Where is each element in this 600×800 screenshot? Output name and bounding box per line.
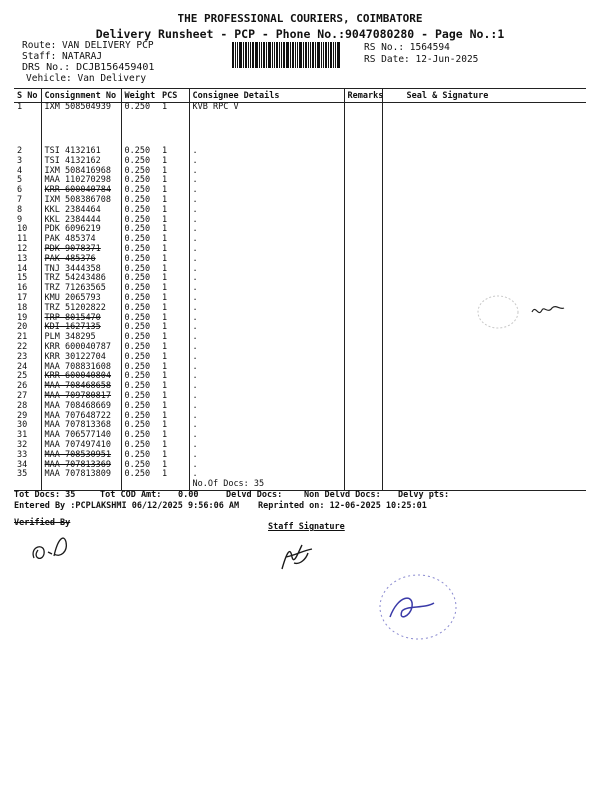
row-consignment-no: TRP 8015470 — [41, 314, 121, 324]
row-pcs: 1 — [162, 146, 168, 156]
row-sno: 3 — [17, 155, 23, 166]
row-pcs: 1 — [162, 449, 168, 460]
row-remarks — [344, 245, 382, 255]
table-cell — [41, 480, 121, 490]
row-remarks — [344, 225, 382, 235]
row-weight: 0.250 — [121, 157, 159, 167]
row-consignee-details: . — [189, 206, 344, 216]
row-seal-signature — [382, 382, 586, 392]
row-weight: 0.250 — [121, 412, 159, 422]
row-weight: 0.250 — [121, 421, 159, 431]
row-pcs: 1 — [162, 410, 168, 421]
row-consignment-no: TSI 4132161 — [41, 147, 121, 157]
table-cell — [14, 480, 41, 490]
row-consignment-no: MAA 110270298 — [41, 176, 121, 186]
row-pcs: 1 — [162, 302, 168, 313]
row-weight: 0.250 — [121, 206, 159, 216]
row-weight: 0.250 — [121, 186, 159, 196]
row-pcs: 1 — [162, 243, 168, 254]
row-pcs: 1 — [162, 361, 168, 372]
row-seal-signature — [382, 167, 586, 177]
row-sno: 7 — [17, 194, 23, 205]
row-seal-signature — [382, 157, 586, 167]
row-consignee-details: . — [189, 167, 344, 177]
table-row — [14, 245, 586, 255]
row-consignee-details: . — [189, 284, 344, 294]
row-pcs: 1 — [162, 439, 168, 450]
row-seal-signature — [382, 147, 586, 157]
row-seal-signature — [382, 265, 586, 275]
row-pcs: 1 — [162, 175, 168, 186]
row-pcs: 1 — [162, 253, 168, 264]
row-consignment-no: MAA 709780817 — [41, 392, 121, 402]
row-consignment-no: TRZ 54243486 — [41, 274, 121, 284]
row-consignment-no: KKL 2384444 — [41, 216, 121, 226]
row-seal-signature — [382, 461, 586, 471]
row-remarks — [344, 167, 382, 177]
table-header-row — [14, 89, 586, 103]
row-weight: 0.250 — [121, 196, 159, 206]
row-seal-signature — [382, 176, 586, 186]
row-consignment-no: PAK 485376 — [41, 255, 121, 265]
row-weight: 0.250 — [121, 294, 159, 304]
row-weight: 0.250 — [121, 274, 159, 284]
row-seal-signature — [382, 392, 586, 402]
seal-stamp-image — [470, 290, 570, 335]
row-sno: 5 — [17, 175, 23, 186]
row-consignee-details: KVB RPC V — [189, 103, 344, 148]
row-sno: 25 — [17, 371, 28, 382]
row-pcs: 1 — [162, 204, 168, 215]
row-remarks — [344, 284, 382, 294]
col-sno: S No — [14, 89, 41, 103]
tot-docs: Tot Docs: 35 — [14, 490, 76, 500]
rs-number: RS No.: 1564594 — [364, 42, 450, 53]
row-consignment-no: IXM 508416968 — [41, 167, 121, 177]
row-seal-signature — [382, 255, 586, 265]
row-consignee-details: . — [189, 235, 344, 245]
verifier-signature-image — [24, 528, 84, 568]
row-consignment-no: MAA 708530951 — [41, 451, 121, 461]
row-pcs: 1 — [162, 390, 168, 401]
row-pcs: 1 — [162, 283, 168, 294]
row-pcs: 1 — [162, 194, 168, 205]
row-consignee-details: . — [189, 451, 344, 461]
row-remarks — [344, 265, 382, 275]
row-sno: 18 — [17, 302, 28, 313]
row-consignee-details: . — [189, 323, 344, 333]
row-remarks — [344, 206, 382, 216]
row-weight: 0.250 — [121, 470, 159, 480]
vehicle-label: Vehicle: Van Delivery — [26, 73, 147, 84]
row-remarks — [344, 157, 382, 167]
row-pcs: 1 — [162, 155, 168, 166]
row-weight: 0.250 — [121, 265, 159, 275]
row-consignment-no: KKL 2384464 — [41, 206, 121, 216]
row-pcs: 1 — [162, 420, 168, 431]
row-pcs: 1 — [162, 165, 168, 176]
row-consignment-no: MAA 708831608 — [41, 363, 121, 373]
row-sno: 22 — [17, 341, 28, 352]
rs-date: RS Date: 12-Jun-2025 — [364, 54, 479, 65]
row-remarks — [344, 196, 382, 206]
row-consignment-no: IXM 508386708 — [41, 196, 121, 206]
row-pcs: 1 — [162, 469, 168, 480]
row-pcs: 1 — [162, 312, 168, 323]
row-seal-signature — [382, 412, 586, 422]
row-weight: 0.250 — [121, 372, 159, 382]
row-remarks — [344, 255, 382, 265]
row-remarks — [344, 461, 382, 471]
row-seal-signature — [382, 441, 586, 451]
row-remarks — [344, 392, 382, 402]
row-consignee-details: . — [189, 470, 344, 480]
row-seal-signature — [382, 245, 586, 255]
row-sno: 34 — [17, 459, 28, 470]
row-seal-signature — [382, 216, 586, 226]
row-consignee-details: . — [189, 412, 344, 422]
row-weight: 0.250 — [121, 441, 159, 451]
row-sno: 33 — [17, 449, 28, 460]
row-pcs: 1 — [162, 273, 168, 284]
row-weight: 0.250 — [121, 314, 159, 324]
row-sno: 1 — [17, 102, 23, 112]
row-seal-signature — [382, 470, 586, 480]
row-consignment-no: PLM 348295 — [41, 333, 121, 343]
row-weight: 0.250 — [121, 167, 159, 177]
row-seal-signature — [382, 225, 586, 235]
row-sno: 12 — [17, 243, 28, 254]
staff-label: Staff: NATARAJ — [22, 51, 103, 62]
row-weight: 0.250 — [121, 353, 159, 363]
row-consignment-no: KMU 2065793 — [41, 294, 121, 304]
row-sno: 28 — [17, 400, 28, 411]
row-pcs: 1 — [162, 351, 168, 362]
row-remarks — [344, 441, 382, 451]
row-sno: 24 — [17, 361, 28, 372]
row-weight: 0.250 — [121, 431, 159, 441]
row-consignment-no: KRR 600040787 — [41, 343, 121, 353]
row-sno: 32 — [17, 439, 28, 450]
row-seal-signature — [382, 431, 586, 441]
row-remarks — [344, 412, 382, 422]
row-pcs: 1 — [162, 322, 168, 333]
row-weight: 0.250 — [121, 402, 159, 412]
row-sno: 31 — [17, 430, 28, 441]
col-consignment: Consignment No — [41, 89, 121, 103]
row-weight: 0.250 — [121, 176, 159, 186]
row-consignment-no: KRR 30122704 — [41, 353, 121, 363]
row-remarks — [344, 235, 382, 245]
row-consignment-no: MAA 706577140 — [41, 431, 121, 441]
row-consignment-no: PAK 485374 — [41, 235, 121, 245]
row-weight: 0.250 — [121, 461, 159, 471]
row-pcs: 1 — [162, 459, 168, 470]
row-consignment-no: MAA 707813809 — [41, 470, 121, 480]
row-consignee-details: . — [189, 225, 344, 235]
col-remarks: Remarks — [344, 89, 382, 103]
row-weight: 0.250 — [121, 284, 159, 294]
row-consignee-details: . — [189, 265, 344, 275]
row-remarks — [344, 186, 382, 196]
row-weight: 0.250 — [121, 382, 159, 392]
row-consignee-details: . — [189, 421, 344, 431]
row-weight: 0.250 — [121, 147, 159, 157]
row-seal-signature — [382, 353, 586, 363]
row-sno: 4 — [17, 165, 23, 176]
row-weight: 0.250 — [121, 216, 159, 226]
drs-number: DRS No.: DCJB156459401 — [22, 62, 155, 73]
row-sno: 9 — [17, 214, 23, 225]
row-consignment-no: MAA 707813368 — [41, 421, 121, 431]
row-consignment-no: IXM 508504939 — [41, 103, 121, 148]
row-consignee-details: . — [189, 216, 344, 226]
row-weight: 0.250 — [121, 245, 159, 255]
row-seal-signature — [382, 343, 586, 353]
row-sno: 10 — [17, 224, 28, 235]
row-consignment-no: KRR 600040784 — [41, 186, 121, 196]
row-seal-signature — [382, 196, 586, 206]
row-remarks — [344, 363, 382, 373]
row-remarks — [344, 314, 382, 324]
row-sno: 19 — [17, 312, 28, 323]
row-weight: 0.250 — [121, 225, 159, 235]
row-remarks — [344, 372, 382, 382]
row-pcs: 1 — [162, 332, 168, 343]
row-consignment-no: MAA 708468669 — [41, 402, 121, 412]
verified-by-label: Verified By — [14, 518, 71, 528]
row-consignee-details: . — [189, 353, 344, 363]
row-remarks — [344, 216, 382, 226]
row-weight: 0.250 — [121, 323, 159, 333]
row-remarks — [344, 294, 382, 304]
row-weight: 0.250 — [121, 304, 159, 314]
col-seal-signature: Seal & Signature — [382, 89, 586, 103]
seal-stamp-image — [368, 565, 468, 645]
row-consignment-no: MAA 707648722 — [41, 412, 121, 422]
row-consignment-no: TRZ 71263565 — [41, 284, 121, 294]
runsheet-title: Delivery Runsheet - PCP - Phone No.:9047080280 - Page No.:1 — [95, 27, 505, 41]
row-weight: 0.250 — [121, 103, 159, 148]
row-consignee-details: . — [189, 274, 344, 284]
row-remarks — [344, 323, 382, 333]
row-consignee-details: . — [189, 441, 344, 451]
row-remarks — [344, 176, 382, 186]
tot-cod-value: 0.00 — [178, 490, 199, 500]
row-seal-signature — [382, 274, 586, 284]
row-consignee-details: . — [189, 363, 344, 373]
row-pcs: 1 — [162, 371, 168, 382]
row-remarks — [344, 274, 382, 284]
row-pcs: 1 — [162, 381, 168, 392]
row-remarks — [344, 103, 382, 148]
row-consignment-no: TRZ 51202822 — [41, 304, 121, 314]
row-consignee-details: . — [189, 294, 344, 304]
table-total-row — [14, 480, 586, 490]
table-row — [14, 470, 586, 480]
row-seal-signature — [382, 451, 586, 461]
col-pcs: PCS — [159, 89, 189, 103]
delvd-docs: Delvd Docs: — [226, 490, 283, 500]
row-consignee-details: . — [189, 176, 344, 186]
row-weight: 0.250 — [121, 235, 159, 245]
row-weight: 0.250 — [121, 255, 159, 265]
row-sno: 20 — [17, 322, 28, 333]
row-weight: 0.250 — [121, 392, 159, 402]
row-consignee-details: . — [189, 157, 344, 167]
row-remarks — [344, 353, 382, 363]
row-weight: 0.250 — [121, 343, 159, 353]
row-consignment-no: TNJ 3444358 — [41, 265, 121, 275]
row-pcs: 1 — [162, 292, 168, 303]
row-consignee-details: . — [189, 372, 344, 382]
row-sno: 30 — [17, 420, 28, 431]
row-pcs: 1 — [162, 234, 168, 245]
row-sno: 13 — [17, 253, 28, 264]
row-pcs: 1 — [162, 430, 168, 441]
table-cell — [121, 480, 159, 490]
row-consignee-details: . — [189, 392, 344, 402]
row-consignment-no: MAA 707497410 — [41, 441, 121, 451]
staff-signature-label: Staff Signature — [268, 522, 345, 532]
row-seal-signature — [382, 103, 586, 148]
row-consignment-no: PDK 9078371 — [41, 245, 121, 255]
row-consignment-no: KRR 600040804 — [41, 372, 121, 382]
col-weight: Weight — [121, 89, 159, 103]
row-consignee-details: . — [189, 304, 344, 314]
row-sno: 29 — [17, 410, 28, 421]
row-seal-signature — [382, 235, 586, 245]
col-consignee: Consignee Details — [189, 89, 344, 103]
row-consignee-details: . — [189, 431, 344, 441]
row-remarks — [344, 451, 382, 461]
row-sno: 21 — [17, 332, 28, 343]
row-pcs: 1 — [162, 102, 168, 112]
row-sno: 2 — [17, 146, 23, 156]
row-remarks — [344, 431, 382, 441]
tot-cod-label: Tot COD Amt: — [100, 490, 162, 500]
barcode-image — [232, 42, 352, 68]
row-remarks — [344, 421, 382, 431]
table-row — [14, 103, 586, 148]
row-consignee-details: . — [189, 461, 344, 471]
row-remarks — [344, 343, 382, 353]
row-seal-signature — [382, 206, 586, 216]
table-cell — [382, 480, 586, 490]
row-remarks — [344, 147, 382, 157]
row-sno: 15 — [17, 273, 28, 284]
row-consignment-no: MAA 708468658 — [41, 382, 121, 392]
row-consignee-details: . — [189, 314, 344, 324]
row-sno: 6 — [17, 185, 23, 196]
row-seal-signature — [382, 402, 586, 412]
row-sno: 23 — [17, 351, 28, 362]
row-consignee-details: . — [189, 147, 344, 157]
non-delvd-docs: Non Delvd Docs: — [304, 490, 381, 500]
row-remarks — [344, 333, 382, 343]
row-consignment-no: PDK 6096219 — [41, 225, 121, 235]
row-consignee-details: . — [189, 255, 344, 265]
row-consignee-details: . — [189, 196, 344, 206]
row-sno: 26 — [17, 381, 28, 392]
row-remarks — [344, 304, 382, 314]
entered-by: Entered By :PCPLAKSHMI 06/12/2025 9:56:06 AM — [14, 501, 240, 511]
row-weight: 0.250 — [121, 451, 159, 461]
row-sno: 14 — [17, 263, 28, 274]
row-sno: 35 — [17, 469, 28, 480]
table-row — [14, 225, 586, 235]
row-pcs: 1 — [162, 263, 168, 274]
row-consignment-no: TSI 4132162 — [41, 157, 121, 167]
row-sno: 11 — [17, 234, 28, 245]
row-remarks — [344, 382, 382, 392]
staff-signature-image — [272, 535, 322, 580]
row-seal-signature — [382, 186, 586, 196]
row-sno: 17 — [17, 292, 28, 303]
table-cell — [344, 480, 382, 490]
row-pcs: 1 — [162, 185, 168, 196]
row-sno: 8 — [17, 204, 23, 215]
row-seal-signature — [382, 421, 586, 431]
row-weight: 0.250 — [121, 333, 159, 343]
row-remarks — [344, 402, 382, 412]
row-consignee-details: . — [189, 186, 344, 196]
row-pcs: 1 — [162, 400, 168, 411]
row-remarks — [344, 470, 382, 480]
row-seal-signature — [382, 372, 586, 382]
row-consignment-no: KDI 1627135 — [41, 323, 121, 333]
row-weight: 0.250 — [121, 363, 159, 373]
row-consignment-no: MAA 707813369 — [41, 461, 121, 471]
row-consignee-details: . — [189, 402, 344, 412]
row-pcs: 1 — [162, 214, 168, 225]
table-cell — [159, 480, 189, 490]
row-consignee-details: . — [189, 343, 344, 353]
row-consignee-details: . — [189, 382, 344, 392]
row-consignee-details: . — [189, 333, 344, 343]
company-name: THE PROFESSIONAL COURIERS, COIMBATORE — [177, 12, 423, 25]
row-sno: 27 — [17, 390, 28, 401]
row-pcs: 1 — [162, 224, 168, 235]
reprinted-on: Reprinted on: 12-06-2025 10:25:01 — [258, 501, 427, 511]
row-sno: 16 — [17, 283, 28, 294]
row-consignee-details: . — [189, 245, 344, 255]
row-seal-signature — [382, 363, 586, 373]
no-of-docs: No.Of Docs: 35 — [189, 480, 344, 490]
delvy-pts: Delvy pts: — [398, 490, 450, 500]
route-label: Route: VAN DELIVERY PCP — [22, 40, 154, 51]
row-pcs: 1 — [162, 341, 168, 352]
